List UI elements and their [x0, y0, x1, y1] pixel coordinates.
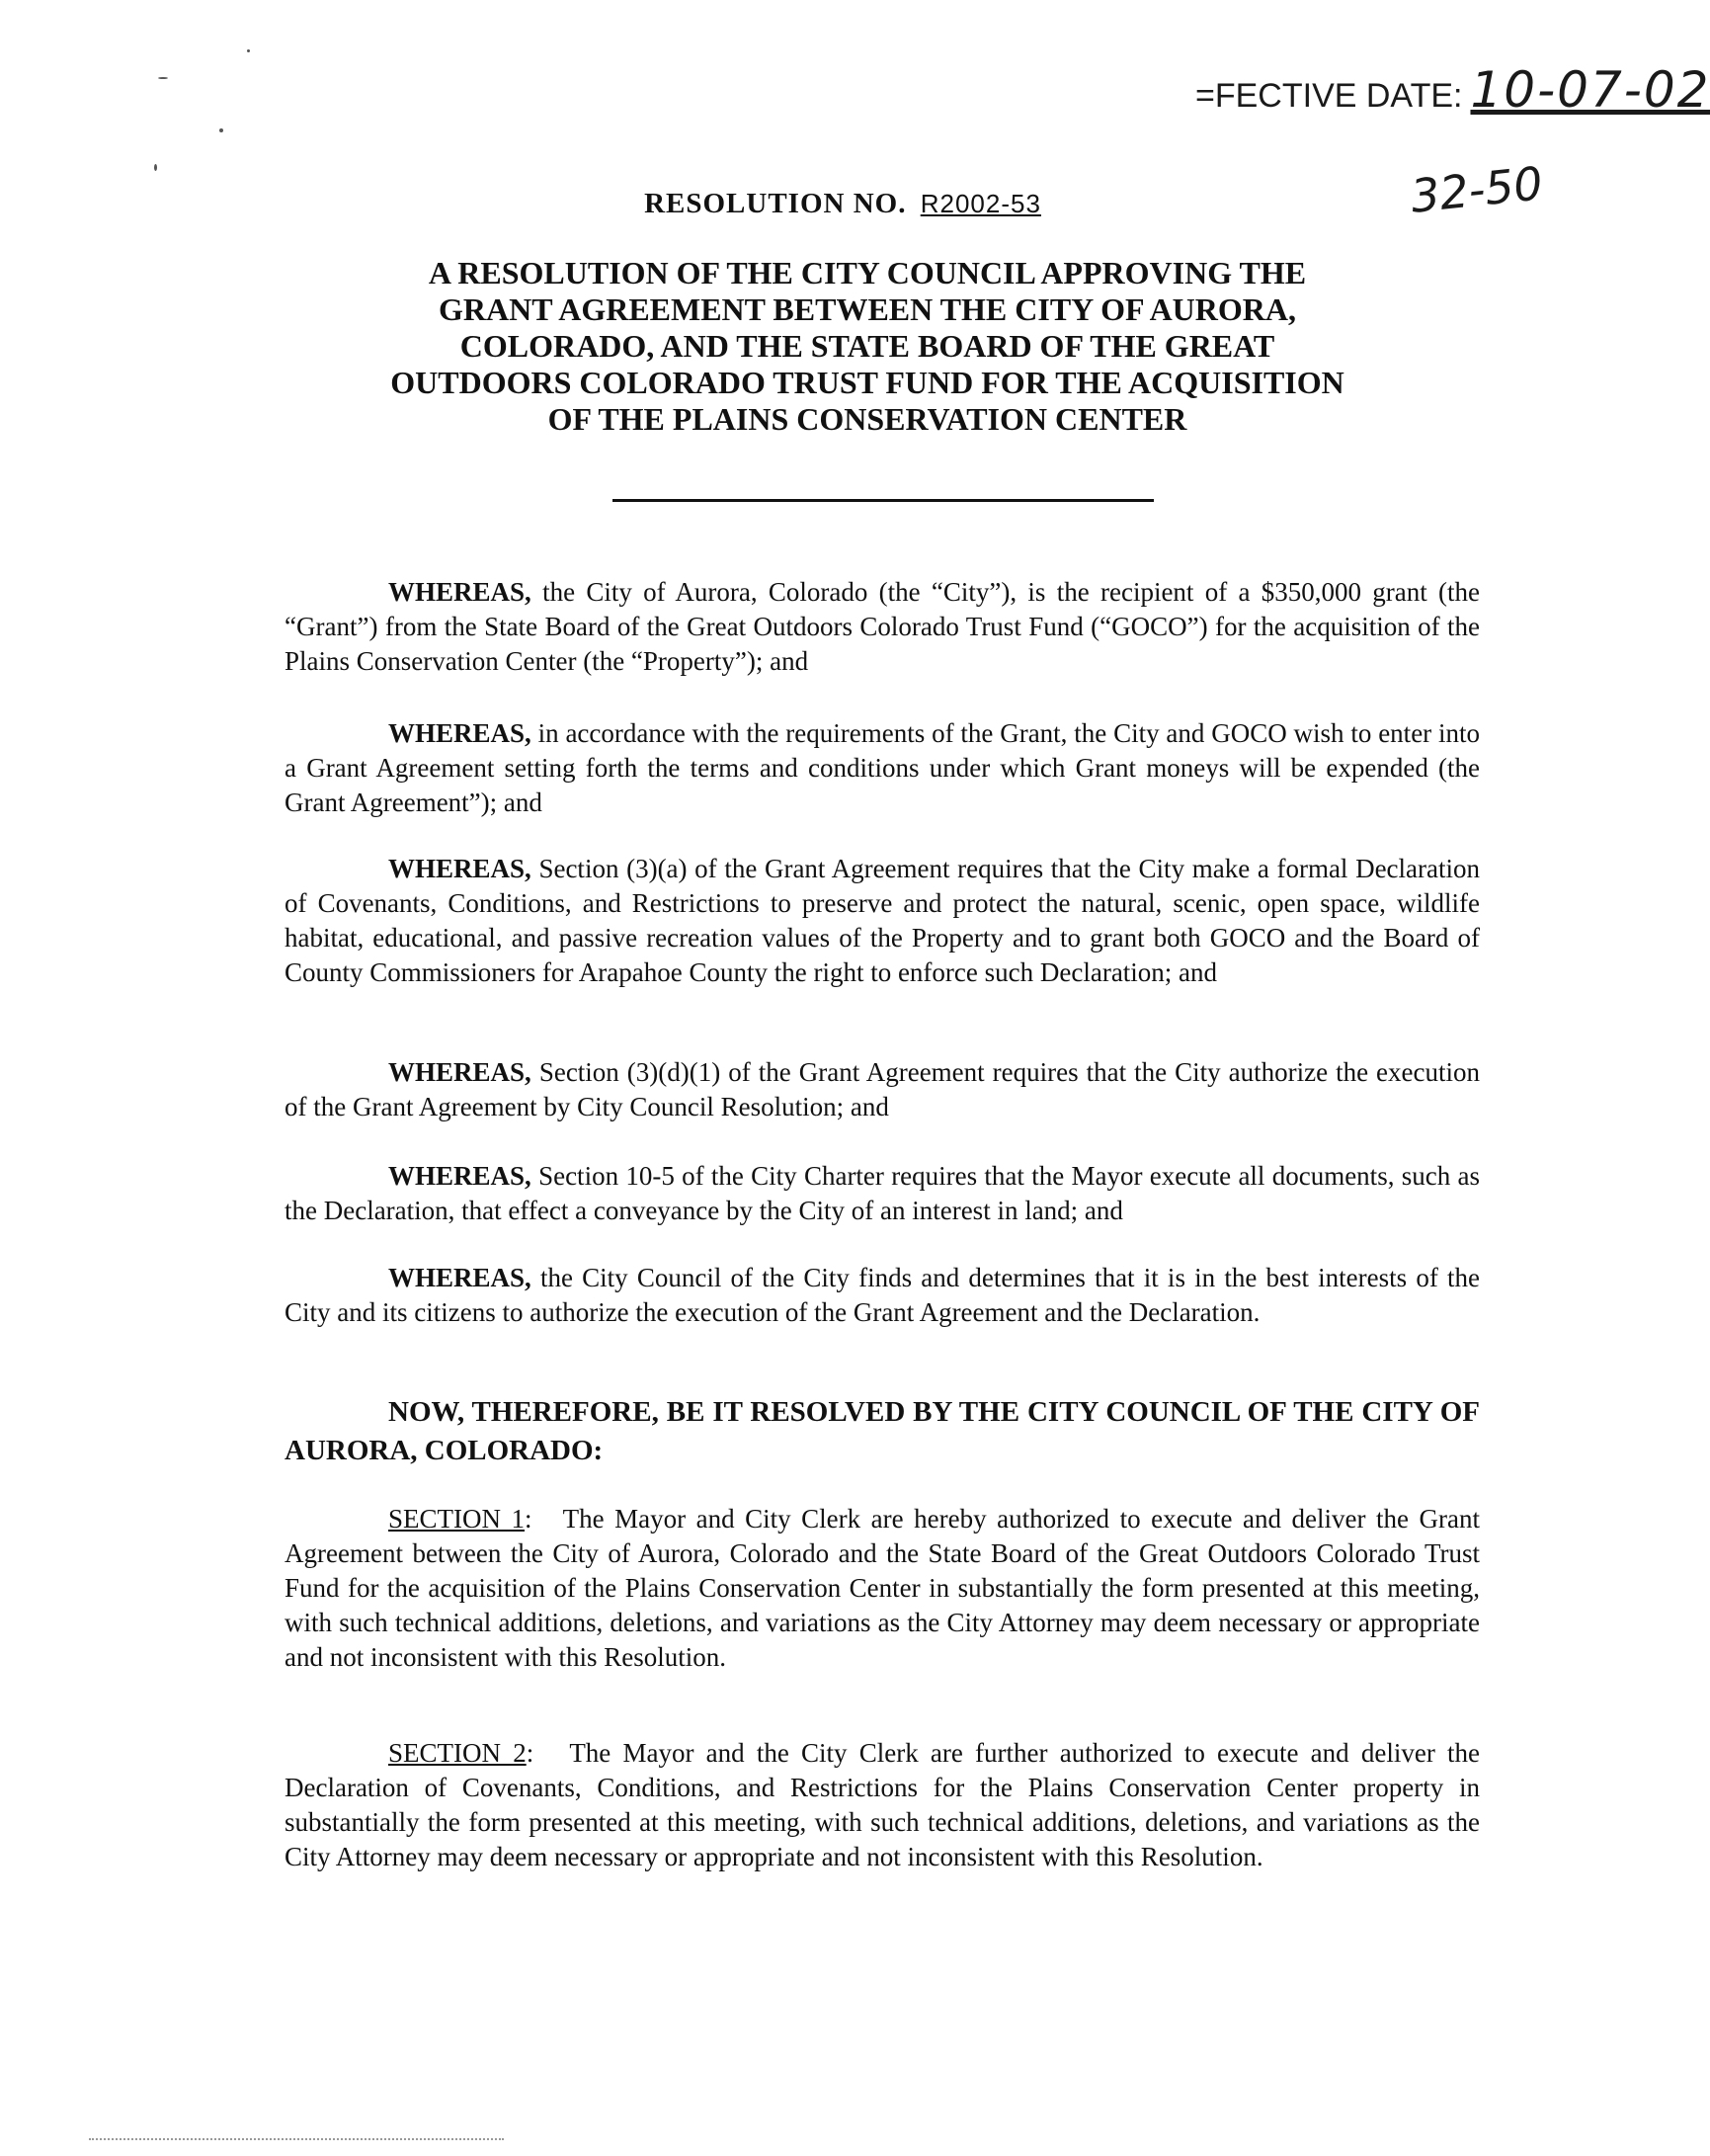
- whereas-lead: WHEREAS,: [388, 1057, 531, 1087]
- section-text: The Mayor and City Clerk are hereby authorized to execute and deliver the Grant Agreement between the City of Aurora, Colorado and the State Board of the Great Outdoors Colorado Trust Fund for the acquisition of the Plains Conservation Center in substantially the form presented at this meeting, with such technical additions, deletions, and variations as the City Attorney may deem necessary or appropriate and not inconsistent with this Resolution.: [285, 1504, 1481, 1672]
- whereas-text: the City Council of the City finds and determines that it is in the best interests of the City and its citizens to authorize the execution of the Grant Agreement and the Declaration.: [285, 1263, 1480, 1327]
- whereas-lead: WHEREAS,: [388, 718, 531, 748]
- scan-artifact-line: [89, 2138, 504, 2140]
- section-label: SECTION 1: [388, 1504, 526, 1534]
- effective-date-label: =FECTIVE DATE:: [1195, 77, 1463, 115]
- whereas-text: the City of Aurora, Colorado (the “City”), is the recipient of a $350,000 grant (the “Grant”) from the State Board of the Great Outdoors Colorado Trust Fund (“GOCO”) for the acquisition of the Plains Conservation Center (the “Property”); and: [285, 577, 1481, 676]
- whereas-text: Section (3)(d)(1) of the Grant Agreement requires that the City authorize the execution of the Grant Agreement by City Council Resolution; and: [285, 1057, 1481, 1121]
- section-2: SECTION 2: The Mayor and the City Clerk are further authorized to execute and deliver the Declaration of Covenants, Conditions, and Restrictions for the Plains Conservation Center property in substantially the form presented at this meeting, with such technical additions, deletions, and variations as the City Attorney may deem necessary or appropriate and not inconsistent with this Resolution.: [285, 1738, 1481, 1871]
- scan-speck: [154, 164, 157, 171]
- whereas-clause-6: [285, 1261, 1480, 1330]
- whereas-text: Section 10-5 of the City Charter requires that the Mayor execute all documents, such as the Declaration, that effect a conveyance by the City of an interest in land; and: [285, 1161, 1480, 1225]
- effective-date-value: 10-07-02: [1470, 61, 1710, 119]
- resolution-number-line: [0, 188, 1685, 220]
- whereas-clause-3: [285, 852, 1480, 990]
- resolved-clause: NOW, THEREFORE, BE IT RESOLVED BY THE CITY COUNCIL OF THE CITY OF AURORA, COLORADO:: [285, 1396, 1480, 1466]
- whereas-clause-2: [285, 716, 1480, 820]
- title-divider: [612, 499, 1154, 502]
- whereas-text: Section (3)(a) of the Grant Agreement requires that the City make a formal Declaration of Covenants, Conditions, and Restrictions to preserve and protect the natural, scenic, open space, wildlife habitat, educational, and passive recreation values of the Property and to grant both GOCO and the Board of County Commissioners for Arapahoe County the right to enforce such Declaration; and: [285, 854, 1481, 987]
- whereas-lead: WHEREAS,: [388, 577, 531, 607]
- whereas-lead: WHEREAS,: [388, 854, 531, 883]
- resolution-number: R2002-53: [920, 189, 1041, 218]
- whereas-clause-5: [285, 1159, 1480, 1228]
- scan-speck: [247, 49, 250, 52]
- whereas-lead: WHEREAS,: [388, 1161, 531, 1191]
- scan-speck: [158, 77, 168, 79]
- whereas-clause-1: [285, 575, 1480, 679]
- section-text: The Mayor and the City Clerk are further authorized to execute and deliver the Declaration of Covenants, Conditions, and Restrictions for the Plains Conservation Center property in substantially the form presented at this meeting, with such technical additions, deletions, and variations as the City Attorney may deem necessary or appropriate and not inconsistent with this Resolution.: [285, 1738, 1481, 1871]
- handwritten-file-note: 32-50: [1408, 156, 1546, 223]
- scan-speck: [219, 128, 223, 132]
- whereas-text: in accordance with the requirements of the Grant, the City and GOCO wish to enter into a Grant Agreement setting forth the terms and conditions under which Grant moneys will be expended (the Grant Agreement”); and: [285, 718, 1480, 817]
- resolution-number-label: RESOLUTION NO.: [644, 188, 907, 219]
- whereas-clause-4: [285, 1055, 1480, 1124]
- resolution-title: A RESOLUTION OF THE CITY COUNCIL APPROVING THE GRANT AGREEMENT BETWEEN THE CITY OF AURORA, COLORADO, AND THE STATE BOARD OF THE GREAT OUTDOORS COLORADO TRUST FUND FOR THE ACQUISITION OF THE PLAINS CONSERVATION CENTER: [390, 255, 1344, 437]
- whereas-lead: WHEREAS,: [388, 1263, 531, 1292]
- effective-date-stamp: [1195, 61, 1710, 119]
- section-1: SECTION 1: The Mayor and City Clerk are hereby authorized to execute and deliver the Grant Agreement between the City of Aurora, Colorado and the State Board of the Great Outdoors Colorado Trust Fund for the acquisition of the Plains Conservation Center in substantially the form presented at this meeting, with such technical additions, deletions, and variations as the City Attorney may deem necessary or appropriate and not inconsistent with this Resolution.: [285, 1504, 1481, 1672]
- section-label: SECTION 2: [388, 1738, 527, 1768]
